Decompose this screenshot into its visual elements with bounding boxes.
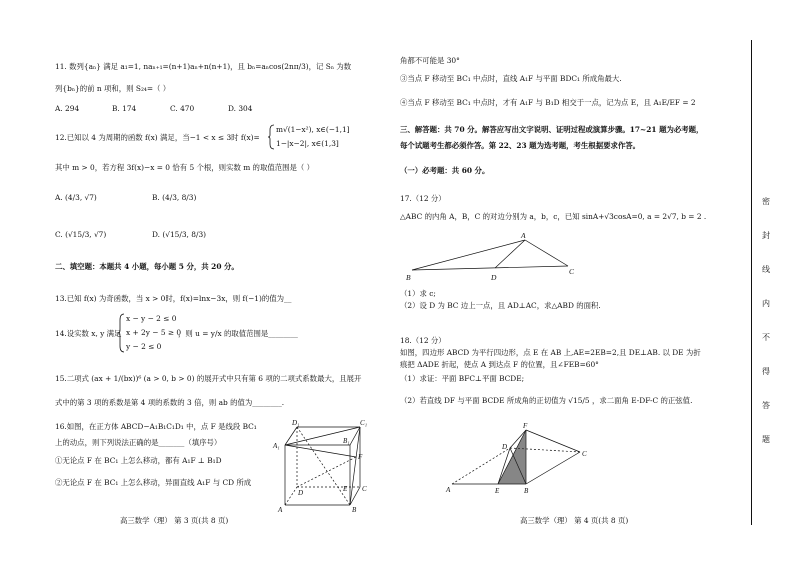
q18-part2: （2）若直线 DF 与平面 BCDE 所成角的正切值为 √15/5 ，求二面角 E-DF-C 的正弦值.	[400, 396, 693, 405]
q12-option-b: B. (4/3, 8/3)	[152, 193, 197, 202]
q15-line1: 15.二项式 (ax + 1/(bx))⁶ (a > 0, b > 0) 的展开式中只有第 6 项的二项式系数最大，且展开	[55, 374, 362, 383]
q14-brace	[118, 313, 126, 353]
sidebar-char-3: 线	[762, 265, 770, 274]
cube-label-d: D	[298, 489, 304, 497]
sidebar-char-6: 得	[762, 367, 770, 376]
sidebar-char-8: 题	[762, 435, 770, 444]
q16-statement-4: ④当点 F 移动至 BC₁ 中点时，才有 A₁F 与 B₁D 相交于一点，记为点 E，且 A₁E/EF = 2	[400, 98, 696, 107]
q14-prefix: 14.设实数 x, y 满足	[55, 329, 122, 338]
q11-option-d: D. 304	[228, 104, 253, 113]
q16-statement-3: ③当点 F 移动至 BC₁ 中点时，直线 A₁F 与平面 BDC₁ 所成角最大.	[400, 74, 622, 83]
q17-part1: （1）求 c;	[400, 289, 436, 298]
q12-piece2: 1−|x−2|, x∈(1,3]	[276, 139, 339, 148]
section-solutions-line1: 三、解答题：共 70 分。解答应写出文字说明、证明过程或演算步骤。17~21 题为必考题，	[400, 125, 704, 134]
sidebar-char-5: 不	[762, 333, 770, 342]
q17-part2: （2）设 D 为 BC 边上一点，且 AD⊥AC，求△ABD 的面积.	[400, 301, 601, 310]
cube-label-a1: A₁	[273, 442, 280, 450]
triangle-label-a: A	[521, 231, 526, 240]
q16-statement-1: ①无论点 F 在 BC₁ 上怎么移动，都有 A₁F ⊥ B₁D	[55, 456, 222, 465]
fold-label-e: E	[495, 487, 500, 494]
q18-score: 18.（12 分）	[400, 336, 446, 345]
triangle-label-b: B	[406, 273, 411, 282]
q12-option-a: A. (4/3, √7)	[55, 193, 97, 202]
cube-label-b1: B₁	[343, 437, 350, 445]
cube-label-b: B	[352, 506, 357, 514]
footer-page-3: 高三数学（理） 第 3 页(共 8 页)	[120, 516, 229, 525]
q17-stem: △ABC 的内角 A，B，C 的对边分别为 a，b，c，已知 sinA+√3cosA=0, a = 2√7, b = 2 .	[400, 212, 707, 221]
q12-brace	[268, 124, 276, 150]
sidebar-char-1: 密	[762, 197, 770, 206]
fold-label-c: C	[582, 450, 587, 458]
q18-line2: 痕把 ΔADE 折起，使点 A 到达点 F 的位置，且∠FEB=60°	[400, 360, 599, 369]
seal-line	[751, 40, 752, 525]
q12-option-d: D. (√15/3, 8/3)	[152, 230, 207, 239]
q16-statement-2: ②无论点 F 在 BC₁ 上怎么移动，异面直线 A₁F 与 CD 所成	[55, 478, 252, 487]
fold-label-b: B	[524, 487, 529, 494]
fold-label-a: A	[446, 486, 451, 494]
fold-label-f: F	[523, 422, 528, 430]
footer-page-4: 高三数学（理） 第 4 页(共 8 页)	[520, 516, 629, 525]
q16-line1: 16.如图，在正方体 ABCD−A₁B₁C₁D₁ 中，点 F 是线段 BC₁	[55, 422, 257, 431]
q17-score: 17.（12 分）	[400, 194, 446, 203]
triangle-figure	[400, 230, 590, 285]
cube-label-c1: C₁	[360, 419, 368, 427]
cube-label-e: E	[343, 485, 348, 493]
q18-part1: （1）求证：平面 BFC⊥平面 BCDE;	[400, 374, 525, 383]
sidebar-char-7: 答	[762, 401, 770, 410]
question-13: 13.已知 f(x) 为奇函数，当 x > 0时，f(x)=lnx−3x，则 f(−1)的值为__	[55, 294, 292, 303]
sidebar-char-4: 内	[762, 299, 770, 308]
q16-line2: 上的动点，则下列说法正确的是_______（填序号）	[55, 438, 222, 447]
q11-option-a: A. 294	[55, 104, 80, 113]
q11-option-b: B. 174	[112, 104, 137, 113]
sidebar-char-2: 封	[762, 231, 770, 240]
q14-constraint-2: x + 2y − 5 ≥ 0	[126, 328, 182, 337]
q12-line1: 12.已知以 4 为周期的函数 f(x) 满足，当−1 < x ≤ 3时 f(x)=	[55, 133, 260, 142]
triangle-label-c: C	[569, 267, 575, 276]
q12-line2: 其中 m > 0，若方程 3f(x)−x = 0 恰有 5 个根，则实数 m 的取值范围是（ ）	[55, 163, 315, 172]
fold-figure	[440, 422, 600, 494]
q14-suffix: ，则 u = y/x 的取值范围是________	[178, 329, 298, 338]
q12-piece1: m√(1−x²), x∈(−1,1]	[276, 125, 350, 134]
cube-figure	[270, 415, 370, 515]
required-subheading: （一）必考题：共 60 分。	[400, 166, 490, 175]
q16-cont-line: 角都不可能是 30°	[400, 56, 460, 65]
section-solutions-line2: 每个试题考生都必须作答。第 22、23 题为选考题，考生根据要求作答。	[400, 141, 641, 150]
q18-line1: 如图，四边形 ABCD 为平行四边形，点 E 在 AB 上,AE=2EB=2,且 DE⊥AB. 以 DE 为折	[400, 348, 701, 357]
q11-line2: 列{bₙ}的前 n 项和，则 S₂₄=（ ）	[55, 84, 171, 93]
q11-option-c: C. 470	[170, 104, 195, 113]
cube-label-d1: D₁	[292, 419, 300, 427]
q14-constraint-3: y − 2 ≤ 0	[126, 342, 162, 351]
cube-label-c: C	[362, 485, 367, 493]
q11-line1: 11. 数列{aₙ} 满足 a₁=1, naₙ₊₁=(n+1)aₙ+n(n+1)，且 bₙ=aₙcos(2nπ/3)，记 Sₙ 为数	[55, 62, 352, 71]
cube-label-f: F	[358, 453, 363, 461]
section-fill-in-heading: 二、填空题：本题共 4 小题，每小题 5 分，共 20 分。	[55, 262, 239, 271]
q14-constraint-1: x − y − 2 ≤ 0	[126, 314, 177, 323]
q12-option-c: C. (√15/3, √7)	[55, 230, 107, 239]
cube-label-a: A	[278, 506, 283, 514]
triangle-label-d: D	[491, 273, 497, 282]
q15-line2: 式中的第 3 项的系数是第 4 项的系数的 3 倍，则 ab 的值为________.	[55, 398, 285, 407]
fold-label-d: D	[502, 443, 508, 451]
